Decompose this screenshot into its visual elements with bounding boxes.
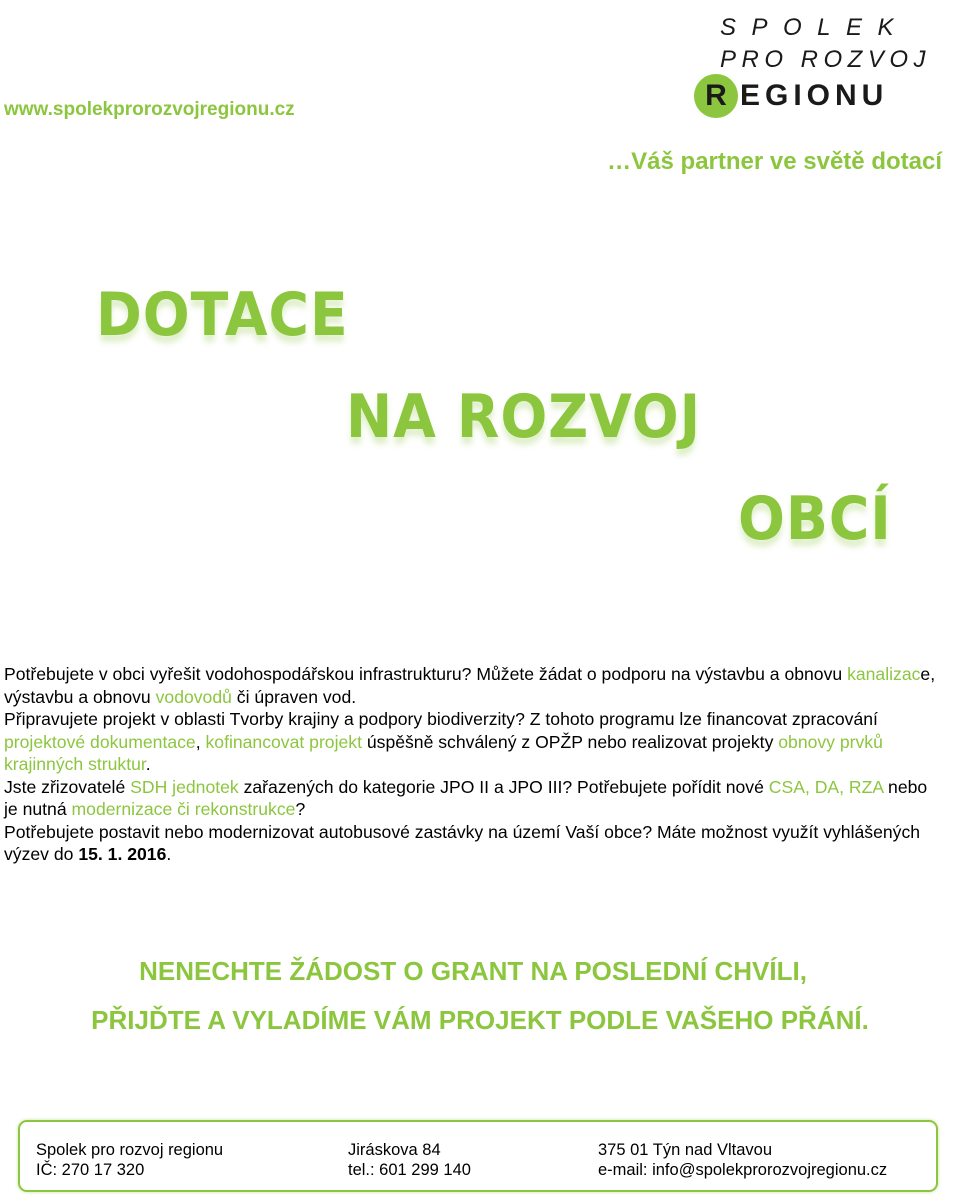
footer-company-id: IČ: 270 17 320	[36, 1161, 145, 1179]
logo-line-1: SPOLEK	[720, 14, 910, 41]
title-line-2: NA ROZVOJ	[346, 382, 702, 452]
highlighted-term: kanalizac	[847, 664, 921, 684]
deadline-date: 15. 1. 2016	[78, 844, 167, 864]
paragraph-fire-units: Jste zřizovatelé SDH jednotek zařazených do kategorie JPO II a JPO III? Potřebujete pořídit nové CSA, DA, RZA nebo je nutná modernizace či rekonstrukce?	[4, 776, 928, 819]
paragraph-bus-stops: Potřebujete postavit nebo modernizovat autobusové zastávky na území Vaší obce? Máte možnost využít vyhlášených výzev do 15. 1. 2016.	[4, 821, 921, 864]
website-link[interactable]: www.spolekprorozvojregionu.cz	[4, 99, 295, 120]
call-to-action-line-1: NENECHTE ŽÁDOST O GRANT NA POSLEDNÍ CHVÍLI,	[139, 956, 807, 986]
highlighted-term: projektové dokumentace	[4, 731, 196, 752]
highlighted-term: obnovy prvků krajinných struktur	[4, 731, 883, 774]
highlighted-term: modernizace či rekonstrukce	[71, 799, 296, 819]
contact-footer	[18, 1120, 938, 1192]
paragraph-landscape: Připravujete projekt v oblasti Tvorby krajiny a podpory biodiverzity? Z tohoto programu lze financovat zpracování projektové dokumentace, kofinancovat projekt úspěšně schválený z OPŽP nebo realizovat projekty obnovy prvků krajinných struktur.	[4, 709, 883, 774]
footer-street: Jiráskova 84	[348, 1141, 441, 1159]
logo-line-3: EGIONU	[740, 79, 889, 112]
logo-badge-letter: R	[705, 79, 727, 112]
tagline: …Váš partner ve světě dotací	[607, 148, 942, 175]
logo-line-2: PRO ROZVOJ	[720, 46, 932, 73]
footer-org-name: Spolek pro rozvoj regionu	[36, 1141, 224, 1159]
highlighted-term: CSA, DA, RZA	[768, 776, 884, 797]
highlighted-term: kofinancovat projekt	[205, 731, 362, 752]
highlighted-term: SDH jednotek	[130, 776, 239, 797]
title-line-3: OBCÍ	[738, 484, 892, 554]
body-text	[4, 663, 944, 866]
footer-phone[interactable]: tel.: 601 299 140	[348, 1161, 471, 1179]
footer-city: 375 01 Týn nad Vltavou	[598, 1141, 772, 1159]
title-line-1: DOTACE	[96, 280, 349, 350]
organization-logo	[694, 8, 958, 120]
highlighted-term: vodovodů	[155, 686, 232, 707]
call-to-action-line-2: PŘIJĎTE A VYLADÍME VÁM PROJEKT PODLE VAŠEHO PŘÁNÍ.	[91, 1005, 869, 1035]
footer-email[interactable]: e-mail: info@spolekprorozvojregionu.cz	[598, 1161, 888, 1179]
paragraph-water-infrastructure: Potřebujete v obci vyřešit vodohospodářskou infrastrukturu? Můžete žádat o podporu na výstavbu a obnovu kanalizace, výstavbu a obnovu vodovodů či úpraven vod.	[4, 664, 936, 707]
